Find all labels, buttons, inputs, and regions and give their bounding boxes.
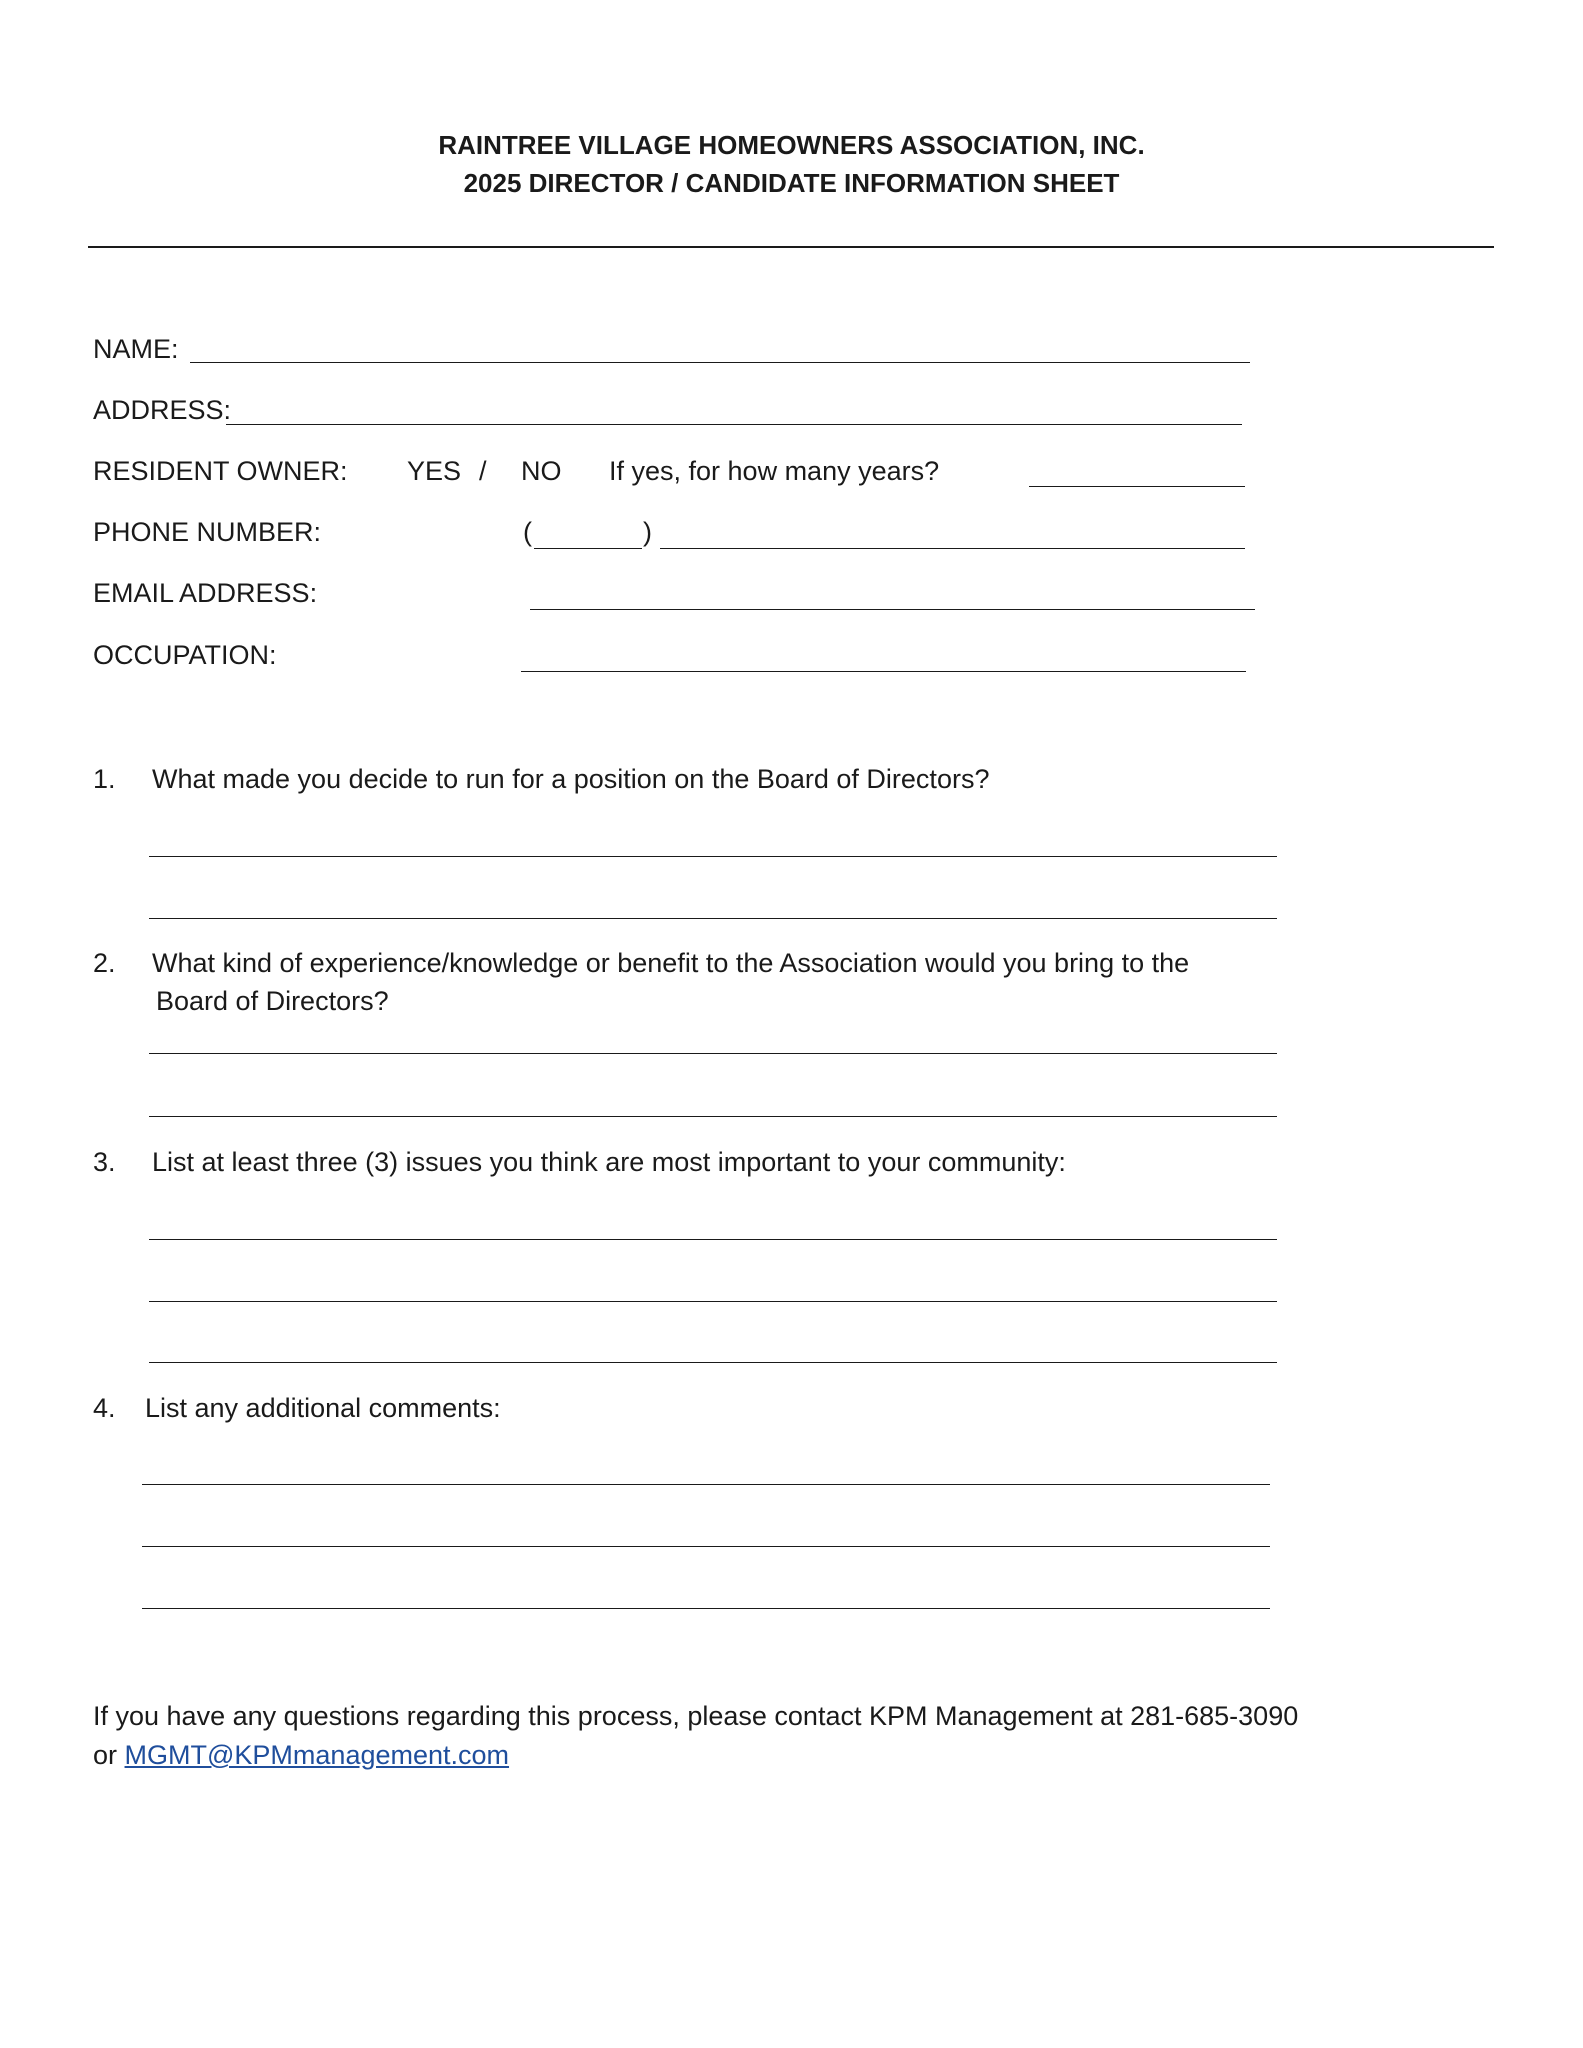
contact-line-2: [93, 1740, 509, 1771]
title-line-1: RAINTREE VILLAGE HOMEOWNERS ASSOCIATION, INC.: [438, 130, 1145, 160]
no-option[interactable]: NO: [521, 456, 562, 486]
name-field-line[interactable]: [190, 362, 1250, 363]
phone-area-open: (: [523, 517, 532, 547]
address-field-line[interactable]: [226, 424, 1242, 425]
answer-line[interactable]: [142, 1608, 1270, 1609]
question-4-number: 4.: [93, 1393, 116, 1423]
question-2-text: What kind of experience/knowledge or benefit to the Association would you bring to the: [152, 948, 1190, 978]
question-2-number: 2.: [93, 948, 116, 978]
years-question: If yes, for how many years?: [609, 456, 940, 486]
occupation-field-line[interactable]: [521, 671, 1246, 672]
contact-email-link[interactable]: MGMT@KPMmanagement.com: [124, 1740, 510, 1770]
phone-area-code-line[interactable]: [534, 548, 642, 549]
contact-text: If you have any questions regarding this process, please contact KPM Management at 281-685-3090: [93, 1701, 1299, 1731]
years-field-line[interactable]: [1029, 486, 1245, 487]
answer-line[interactable]: [149, 1053, 1277, 1054]
occupation-label: OCCUPATION:: [93, 640, 277, 670]
yes-option[interactable]: YES: [407, 456, 462, 486]
answer-line[interactable]: [149, 1362, 1277, 1363]
name-label: NAME:: [93, 334, 179, 364]
answer-line[interactable]: [142, 1546, 1270, 1547]
contact-or: or: [93, 1740, 118, 1770]
answer-line[interactable]: [149, 1301, 1277, 1302]
header-divider: [88, 246, 1494, 248]
phone-number-line[interactable]: [660, 548, 1245, 549]
yes-no-slash: /: [479, 456, 487, 486]
answer-line[interactable]: [149, 1239, 1277, 1240]
question-3-number: 3.: [93, 1147, 116, 1177]
email-field-line[interactable]: [530, 609, 1255, 610]
answer-line[interactable]: [149, 1116, 1277, 1117]
question-4-text: List any additional comments:: [145, 1393, 501, 1423]
phone-area-close: ): [643, 517, 652, 547]
answer-line[interactable]: [149, 856, 1277, 857]
resident-owner-label: RESIDENT OWNER:: [93, 456, 348, 486]
title-line-2: 2025 DIRECTOR / CANDIDATE INFORMATION SHEET: [463, 168, 1120, 198]
question-3-text: List at least three (3) issues you think are most important to your community:: [152, 1147, 1066, 1177]
address-label: ADDRESS:: [93, 395, 232, 425]
answer-line[interactable]: [142, 1484, 1270, 1485]
question-1-number: 1.: [93, 764, 116, 794]
answer-line[interactable]: [149, 918, 1277, 919]
email-label: EMAIL ADDRESS:: [93, 578, 318, 608]
question-2-text-continued: Board of Directors?: [156, 986, 389, 1016]
question-1-text: What made you decide to run for a position on the Board of Directors?: [152, 764, 990, 794]
phone-label: PHONE NUMBER:: [93, 517, 322, 547]
